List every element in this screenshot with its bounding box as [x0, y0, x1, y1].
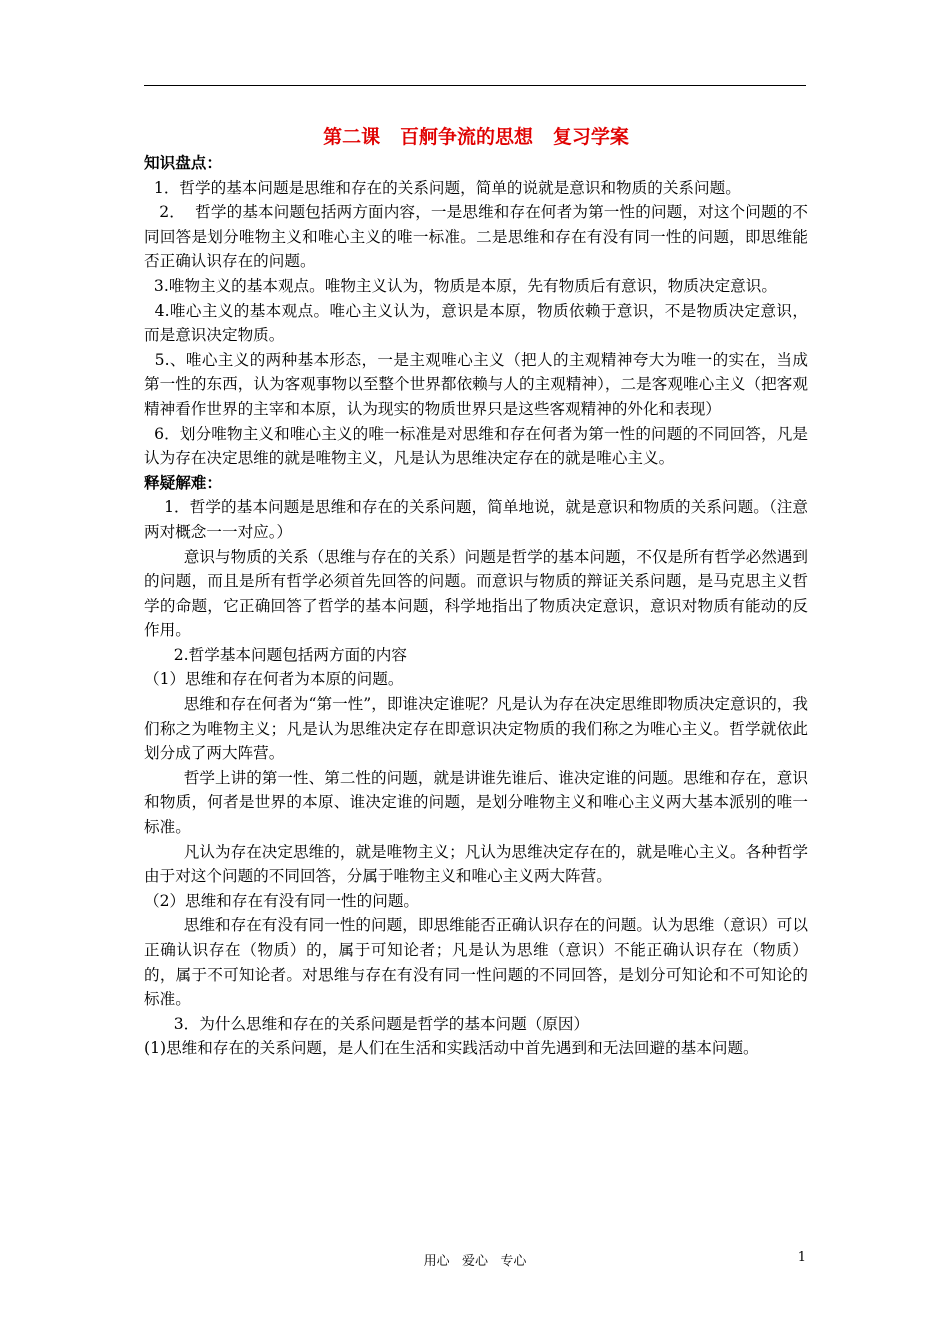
paragraph: （2）思维和存在有没有同一性的问题。	[144, 891, 420, 910]
paragraph: 凡认为存在决定思维的，就是唯物主义；凡认为思维决定存在的，就是唯心主义。各种哲学由于对这个问题的不同回答，分属于唯物主义和唯心主义两大阵营。	[144, 842, 808, 886]
paragraph: 哲学上讲的第一性、第二性的问题，就是讲谁先谁后、谁决定谁的问题。思维和存在，意识和物质，何者是世界的本原、谁决定谁的问题，是划分唯物主义和唯心主义两大基本派别的唯一标准。	[144, 768, 808, 837]
paragraph: 2.哲学基本问题包括两方面的内容	[144, 645, 407, 664]
section-heading: 知识盘点：	[144, 153, 222, 172]
paragraph: 思维和存在有没有同一性的问题，即思维能否正确认识存在的问题。认为思维（意识）可以正确认识存在（物质）的，属于可知论者；凡是认为思维（意识）不能正确认识存在（物质）的，属于不可知论者。对思维与存在有没有同一性问题的不同回答，是划分可知论和不可知论的标准。	[144, 916, 808, 1009]
paragraph: （1）思维和存在何者为本原的问题。	[144, 670, 404, 689]
paragraph: 6．划分唯物主义和唯心主义的唯一标准是对思维和存在何者为第一性的问题的不同回答，凡是认为存在决定思维的就是唯物主义，凡是认为思维决定存在的就是唯心主义。	[144, 424, 808, 468]
header-rule	[144, 85, 806, 86]
paragraph: 思维和存在何者为“第一性”，即谁决定谁呢？凡是认为存在决定思维即物质决定意识的，我们称之为唯物主义；凡是认为思维决定存在即意识决定物质的我们称之为唯心主义。哲学就依此划分成了两大阵营。	[144, 695, 808, 763]
paragraph: 1．哲学的基本问题是思维和存在的关系问题，简单地说，就是意识和物质的关系问题。（注意两对概念一一对应。）	[144, 498, 809, 541]
paragraph: (1)思维和存在的关系问题，是人们在生活和实践活动中首先遇到和无法回避的基本问题。	[144, 1039, 759, 1058]
section-explanations	[144, 471, 808, 1061]
paragraph: 2． 哲学的基本问题包括两方面内容，一是思维和存在何者为第一性的问题，对这个问题的不同回答是划分唯物主义和唯心主义的唯一标准。二是思维和存在有没有同一性的问题，即思维能否正确认识存在的问题。	[144, 203, 808, 271]
paragraph: 3．为什么思维和存在的关系问题是哲学的基本问题（原因）	[144, 1014, 590, 1033]
paragraph: 4.唯心主义的基本观点。唯心主义认为，意识是本原，物质依赖于意识，不是物质决定意识，而是意识决定物质。	[144, 301, 808, 345]
section-knowledge	[144, 151, 808, 471]
page-number: 1	[797, 1250, 806, 1265]
footer-motto: 用心 爱心 专心	[423, 1254, 527, 1269]
paragraph: 5.、唯心主义的两种基本形态，一是主观唯心主义（把人的主观精神夸大为唯一的实在，当成第一性的东西，认为客观事物以至整个世界都依赖与人的主观精神），二是客观唯心主义（把客观精神看作世界的主宰和本原，认为现实的物质世界只是这些客观精神的外化和表现）	[144, 350, 808, 418]
document-body	[144, 124, 808, 1061]
paragraph: 3.唯物主义的基本观点。唯物主义认为，物质是本原，先有物质后有意识，物质决定意识。	[144, 276, 777, 295]
section-heading: 释疑解难：	[144, 472, 222, 492]
page-title: 第二课 百舸争流的思想 复习学案	[323, 126, 629, 148]
paragraph: 1．哲学的基本问题是思维和存在的关系问题，简单的说就是意识和物质的关系问题。	[144, 178, 741, 197]
paragraph: 意识与物质的关系（思维与存在的关系）问题是哲学的基本问题，不仅是所有哲学必然遇到的问题，而且是所有哲学必须首先回答的问题。而意识与物质的辩证关系问题，是马克思主义哲学的命题，它正确回答了哲学的基本问题，科学地指出了物质决定意识，意识对物质有能动的反作用。	[144, 547, 808, 640]
